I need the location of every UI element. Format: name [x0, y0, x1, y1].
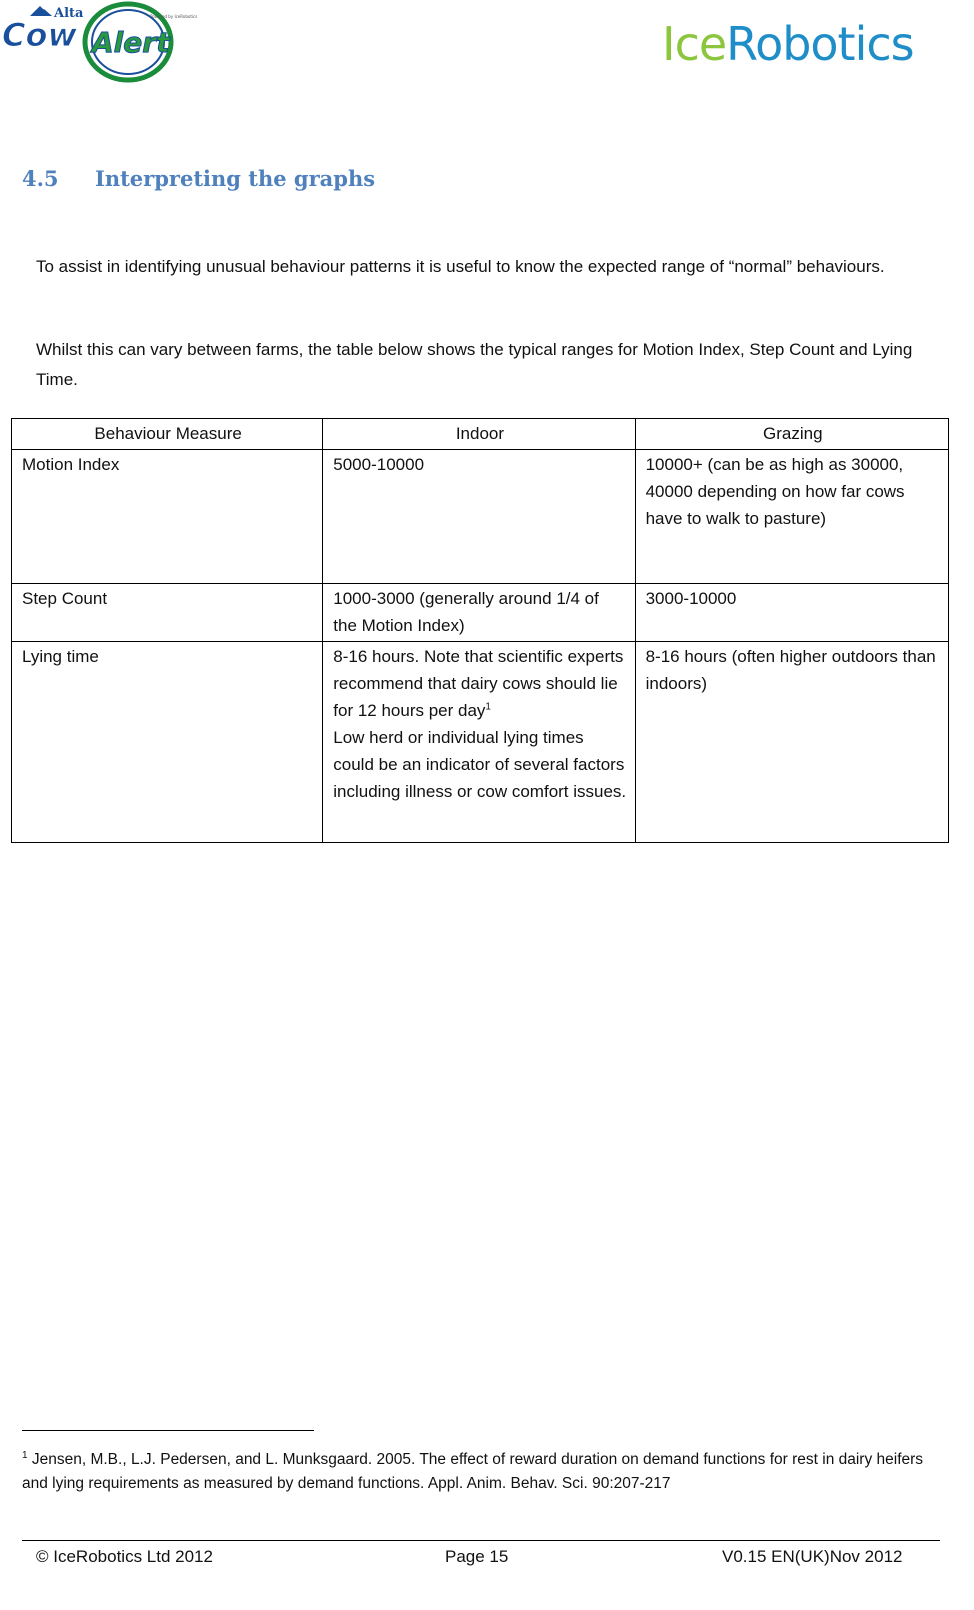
table-cell-measure: Lying time: [12, 642, 323, 843]
table-cell-measure: Step Count: [12, 584, 323, 642]
footer-version: V0.15 EN(UK)Nov 2012: [722, 1547, 903, 1566]
footnote-ref[interactable]: 1: [485, 701, 491, 713]
table-header-row: [12, 419, 949, 450]
logo-cow-text: Cow: [2, 16, 78, 54]
behaviour-ranges-table: [11, 418, 949, 843]
section-title: Interpreting the graphs: [95, 166, 376, 191]
logo-ice-text: Ice: [662, 17, 727, 71]
table-row: [12, 642, 949, 843]
table-cell-grazing: 10000+ (can be as high as 30000, 40000 depending on how far cows have to walk to pasture): [635, 450, 948, 584]
icerobotics-logo-icon: [662, 14, 914, 74]
table-header-cell: Grazing: [635, 419, 948, 450]
table-cell-measure: Motion Index: [12, 450, 323, 584]
table-row: [12, 450, 949, 584]
footnote-divider: [22, 1430, 314, 1431]
table-cell-grazing: 3000-10000: [635, 584, 948, 642]
footnote-marker: 1: [22, 1449, 28, 1461]
table-header-cell: Indoor: [323, 419, 635, 450]
table-cell-indoor: [323, 642, 635, 843]
logo-tagline: Powered by IceRobotics: [150, 14, 198, 19]
table-row: [12, 584, 949, 642]
footer-copyright: © IceRobotics Ltd 2012: [36, 1547, 213, 1566]
lying-indoor-text: 8-16 hours. Note that scientific experts recommend that dairy cows should lie for 12 hours per day: [333, 647, 624, 720]
footnote-text: Jensen, M.B., L.J. Pedersen, and L. Munksgaard. 2005. The effect of reward duration on demand functions for rest in dairy heifers and lying requirements as measured by demand functions. Appl. Anim. Behav. Sci. 90:207-217: [22, 1451, 924, 1492]
section-number: 4.5: [22, 166, 59, 191]
table-cell-indoor: 1000-3000 (generally around 1/4 of the Motion Index): [323, 584, 635, 642]
table-cell-grazing: 8-16 hours (often higher outdoors than indoors): [635, 642, 948, 843]
footer-divider: [22, 1540, 940, 1541]
footnote: [22, 1448, 952, 1496]
logo-alert-text: Alert: [92, 26, 170, 59]
footer-page-number: Page 15: [445, 1547, 509, 1566]
cowalert-logo-icon: [0, 0, 200, 84]
logo-alta-text: Alta: [54, 6, 84, 21]
table-cell-indoor: 5000-10000: [323, 450, 635, 584]
section-heading: [22, 166, 375, 191]
table-header-cell: Behaviour Measure: [12, 419, 323, 450]
ranges-paragraph: Whilst this can vary between farms, the table below shows the typical ranges for Motion Index, Step Count and Lying Time.: [36, 340, 913, 389]
logo-robotics-text: Robotics: [726, 17, 914, 71]
lying-indoor-note: Low herd or individual lying times could be an indicator of several factors including illness or cow comfort issues.: [333, 728, 627, 801]
intro-paragraph: To assist in identifying unusual behaviour patterns it is useful to know the expected range of “normal” behaviours.: [36, 257, 885, 276]
